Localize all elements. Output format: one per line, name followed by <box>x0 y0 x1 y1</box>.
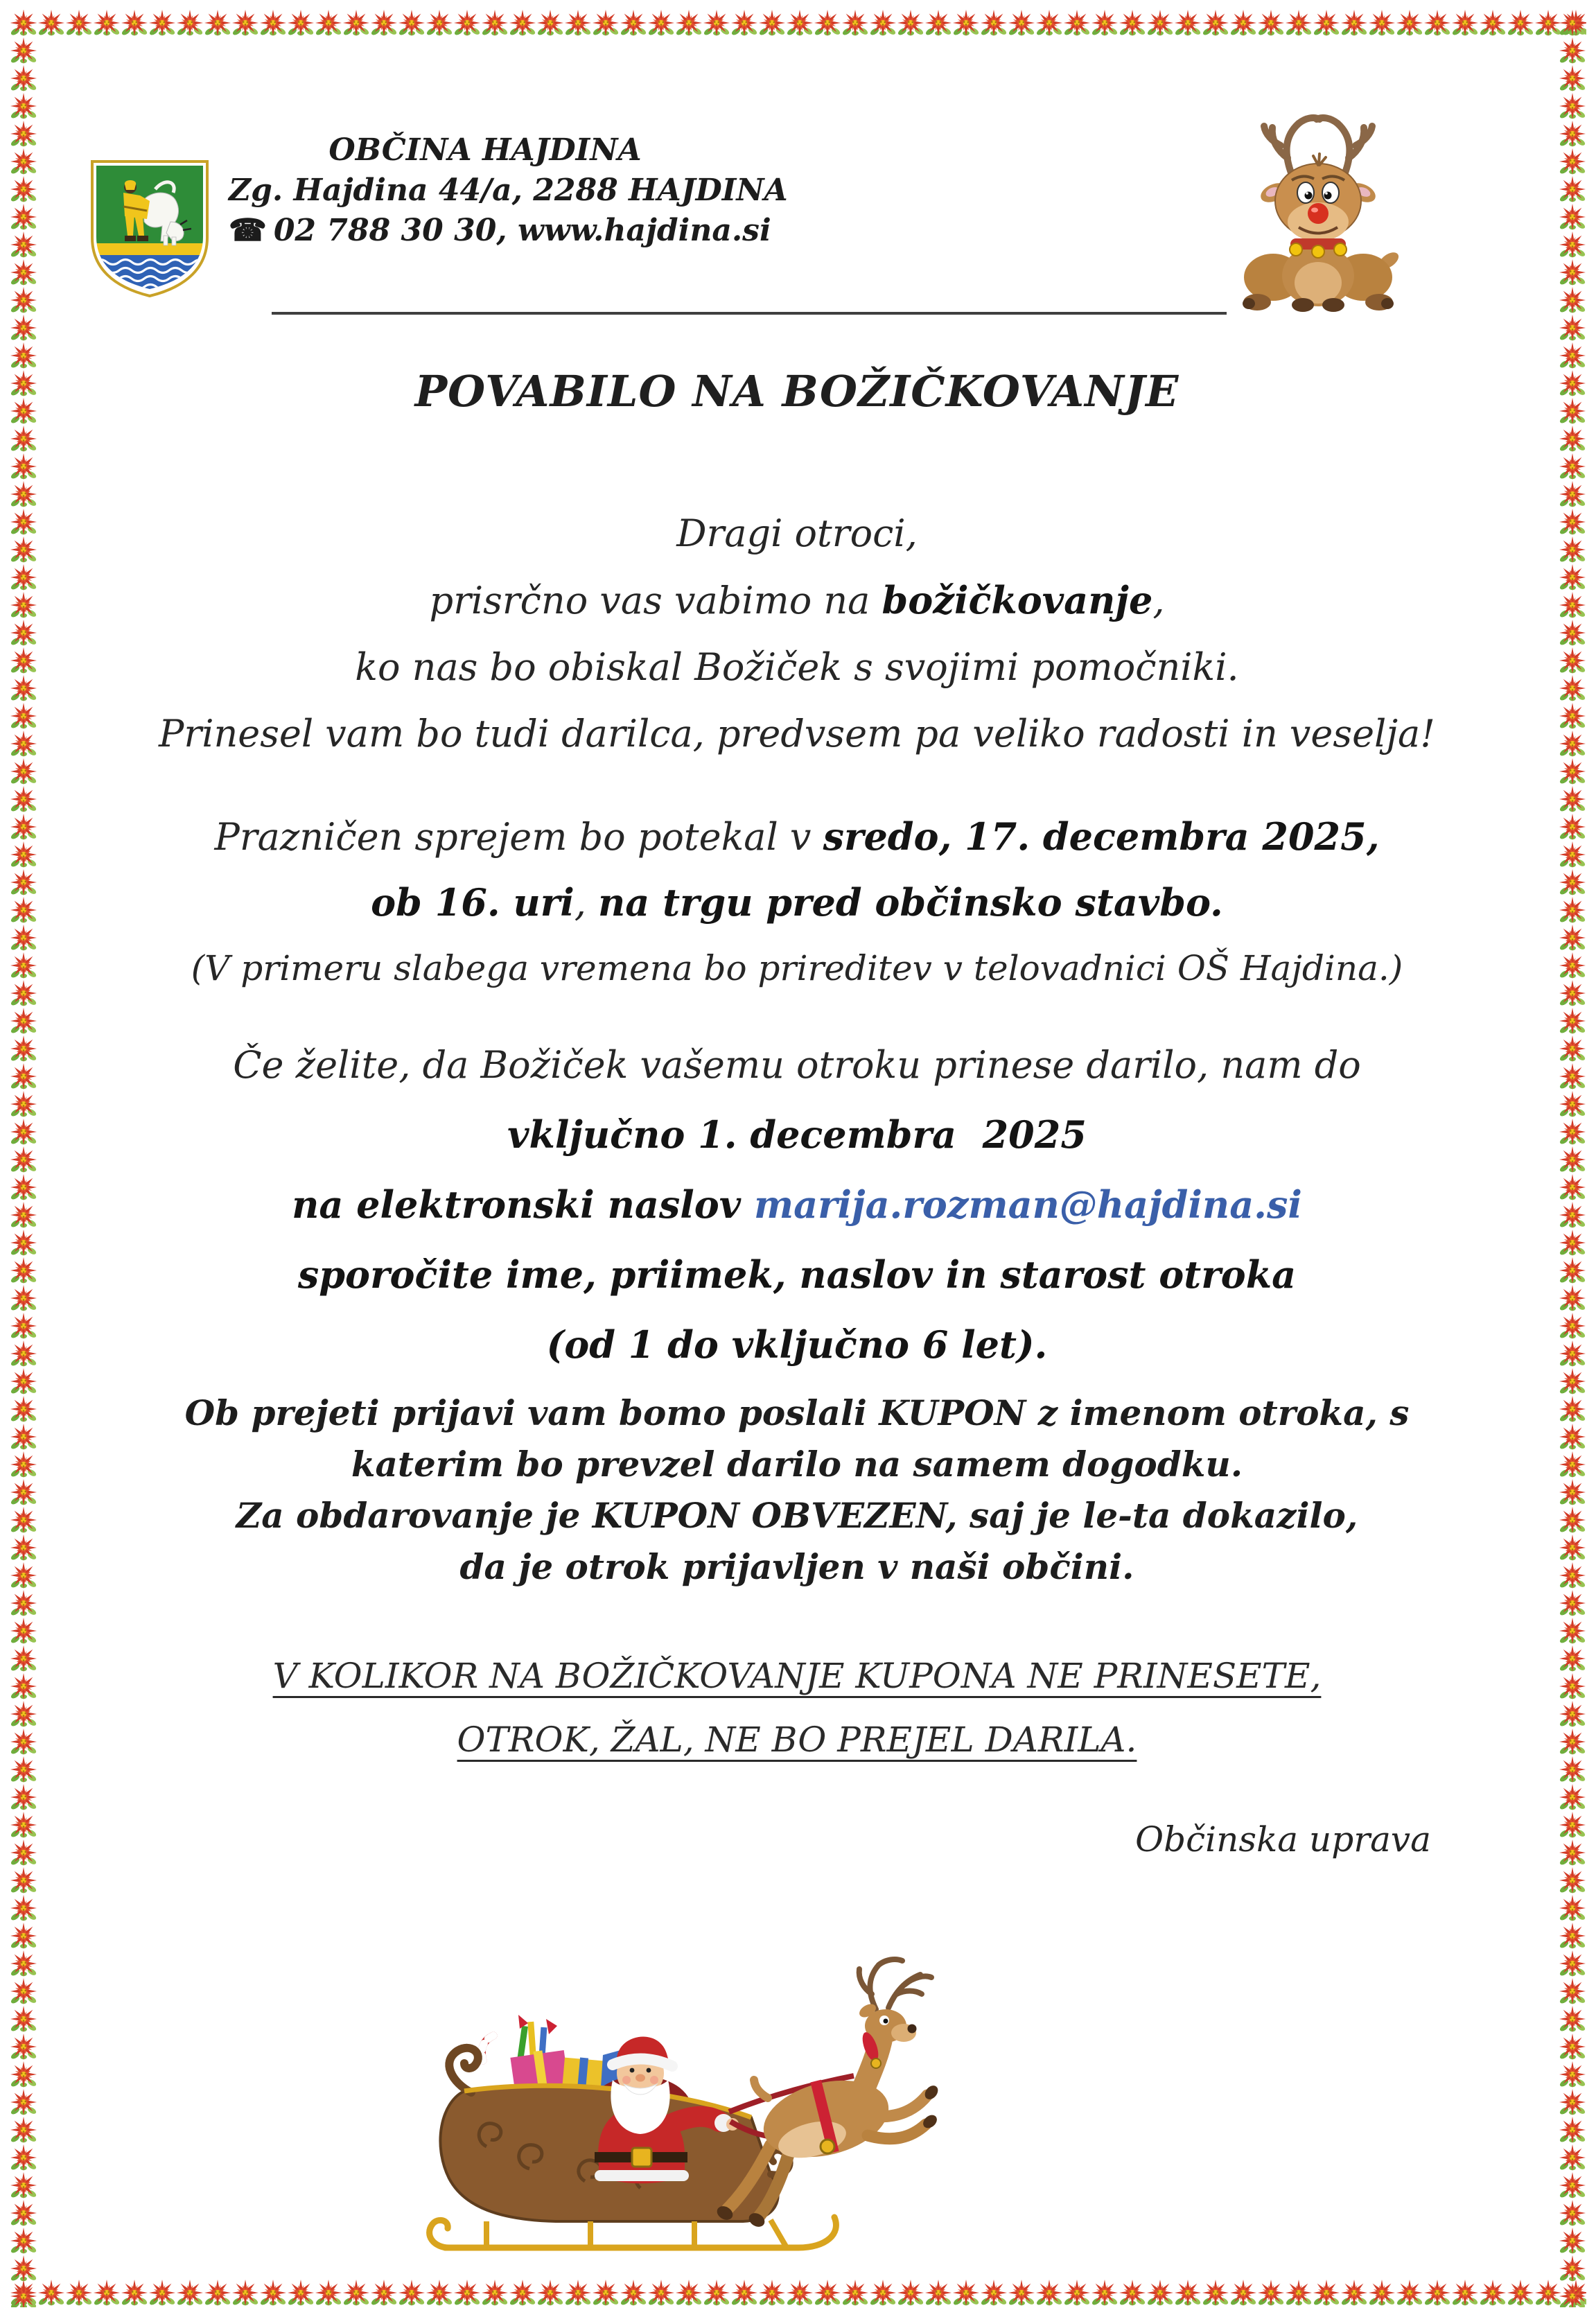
poinsettia-border-bottom <box>10 2280 1586 2307</box>
reindeer-illustration <box>1214 103 1422 317</box>
text-line: (od 1 do vključno 6 let). <box>546 1322 1048 1367</box>
paragraph-coupon-info <box>28 1388 1566 1593</box>
text-line: Če želite, da Božiček vašemu otroku prinese darilo, nam do <box>233 1043 1361 1087</box>
org-name: OBČINA HAJDINA <box>328 132 642 168</box>
letterhead <box>229 130 788 251</box>
text-line: Za obdarovanje je KUPON OBVEZEN, saj je le-ta dokazilo, <box>236 1495 1358 1536</box>
poinsettia-border-top <box>10 10 1586 37</box>
text-line: V KOLIKOR NA BOŽIČKOVANJE KUPONA NE PRINESETE, <box>272 1656 1322 1696</box>
phone-icon: ☎ <box>229 213 267 248</box>
text-line: sporočite ime, priimek, naslov in starost otroka <box>297 1252 1297 1297</box>
text-line: ko nas bo obiskal Božiček s svojimi pomočniki. <box>355 645 1239 689</box>
text-line: da je otrok prijavljen v naši občini. <box>459 1546 1134 1587</box>
leaping-reindeer <box>714 1959 940 2230</box>
header-divider <box>272 312 1227 315</box>
text-line: prisrčno vas vabimo na božičkovanje, <box>429 578 1165 622</box>
red-nose-icon <box>1308 203 1328 224</box>
text-line: OTROK, ŽAL, NE BO PREJEL DARILA. <box>457 1720 1137 1760</box>
paragraph-greeting <box>28 500 1566 767</box>
text-line: na elektronski naslov marija.rozman@hajdina.si <box>292 1182 1302 1227</box>
paragraph-registration <box>28 1031 1566 1380</box>
letter-title: POVABILO NA BOŽIČKOVANJE <box>414 366 1180 417</box>
email-link[interactable]: marija.rozman@hajdina.si <box>753 1182 1302 1227</box>
signature: Občinska uprava <box>1135 1819 1431 1860</box>
collar-with-bells <box>1290 238 1347 258</box>
text-line: (V primeru slabega vremena bo prireditev v telovadnici OŠ Hajdina.) <box>191 948 1403 988</box>
paragraph-event-details <box>28 804 1566 1002</box>
paragraph-warning <box>28 1644 1566 1772</box>
text-line: ob 16. uri, na trgu pred občinsko stavbo. <box>371 880 1223 925</box>
org-phone-line <box>229 211 771 251</box>
text-line: Prazničen sprejem bo potekal v sredo, 17. decembra 2025, <box>214 814 1380 859</box>
text-line: katerim bo prevzel darilo na samem dogodku. <box>351 1444 1243 1485</box>
text-line: Dragi otroci, <box>676 512 918 555</box>
reindeer-antlers-icon <box>859 1959 931 2009</box>
santa-sleigh-illustration <box>383 1937 958 2284</box>
text-line: Ob prejeti prijavi vam bomo poslali KUPON z imenom otroka, s <box>184 1392 1410 1433</box>
coat-of-arms <box>89 158 211 300</box>
text-line: vključno 1. decembra 2025 <box>507 1112 1087 1157</box>
org-address: Zg. Hajdina 44/a, 2288 HAJDINA <box>229 173 788 208</box>
text-line: Prinesel vam bo tudi darilca, predvsem pa veliko radosti in veselja! <box>159 712 1435 755</box>
org-phone: 02 788 30 30, www.hajdina.si <box>273 213 771 248</box>
